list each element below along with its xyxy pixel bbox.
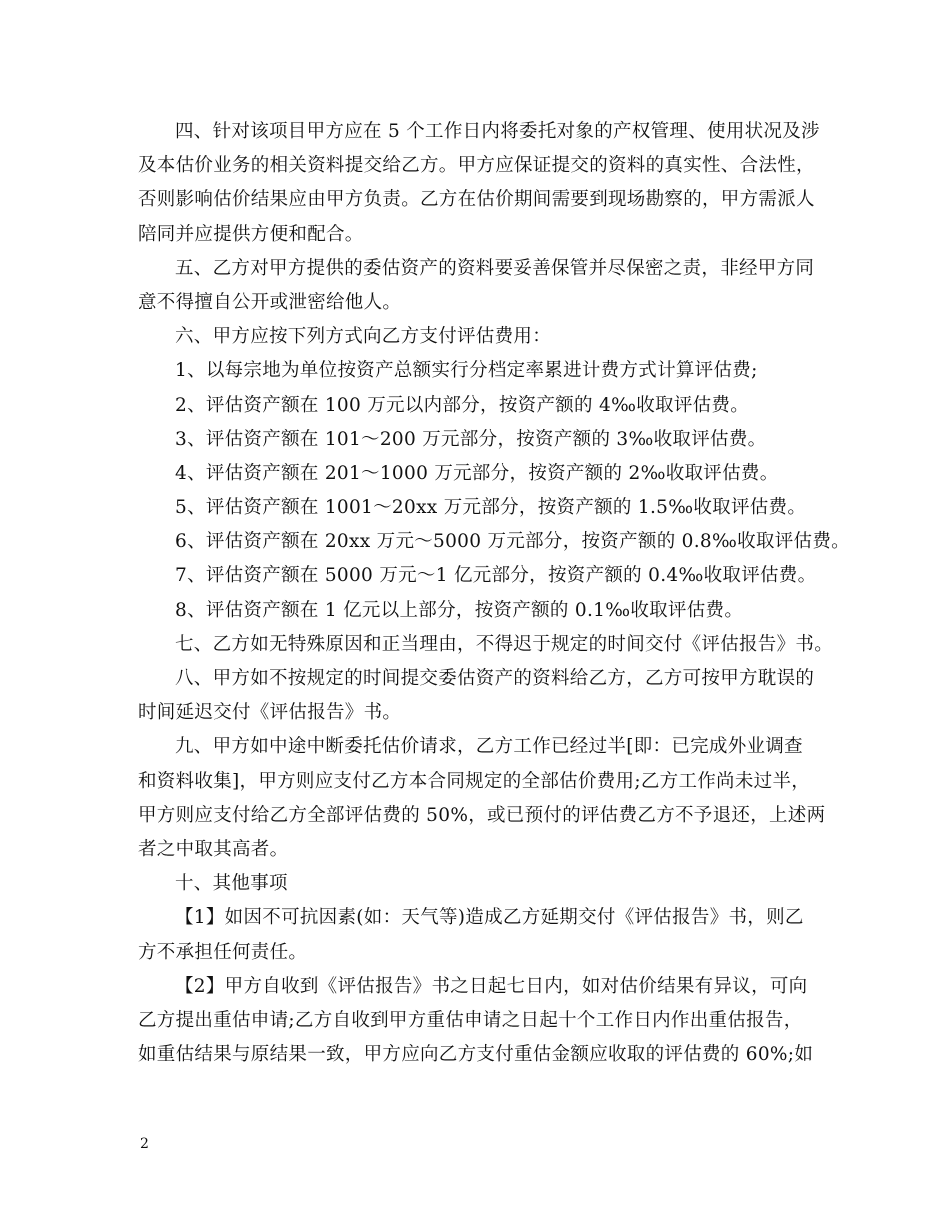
text-line: 陪同并应提供方便和配合。	[138, 223, 364, 245]
text-line: 十、其他事项	[175, 873, 288, 895]
text-line: 3、评估资产额在 101～200 万元部分，按资产额的 3‰收取评估费。	[175, 428, 767, 450]
text-line: 四、针对该项目甲方应在 5 个工作日内将委托对象的产权管理、使用状况及涉	[175, 121, 820, 142]
text-line: 2、评估资产额在 100 万元以内部分，按资产额的 4‰收取评估费。	[175, 394, 750, 416]
text-line: 意不得擅自公开或泄密给他人。	[138, 291, 402, 313]
text-line: 九、甲方如中途中断委托估价请求，乙方工作已经过半[即：已完成外业调查	[175, 736, 803, 758]
text-line: 时间延迟交付《评估报告》书。	[138, 702, 402, 724]
text-line: 如重估结果与原结果一致，甲方应向乙方支付重估金额应收取的评估费的 60%;如	[138, 1044, 814, 1066]
text-line: 八、甲方如不按规定的时间提交委估资产的资料给乙方，乙方可按甲方耽误的	[175, 668, 815, 689]
text-line: 4、评估资产额在 201～1000 万元部分，按资产额的 2‰收取评估费。	[175, 462, 779, 484]
text-line: 1、以每宗地为单位按资产总额实行分档定率累进计费方式计算评估费;	[175, 360, 758, 382]
text-line: 5、评估资产额在 1001～20xx 万元部分，按资产额的 1.5‰收取评估费。	[175, 497, 807, 519]
text-line: 乙方提出重估申请;乙方自收到甲方重估申请之日起十个工作日内作出重估报告，	[138, 1009, 803, 1031]
text-line: 方不承担任何责任。	[138, 941, 308, 963]
text-line: 【2】甲方自收到《评估报告》书之日起七日内，如对估价结果有异议，可向	[175, 975, 808, 997]
text-line: 甲方则应支付给乙方全部评估费的 50%，或已预付的评估费乙方不予退还，上述两	[138, 804, 826, 826]
text-line: 8、评估资产额在 1 亿元以上部分，按资产额的 0.1‰收取评估费。	[175, 599, 744, 621]
text-line: 六、甲方应按下列方式向乙方支付评估费用：	[175, 326, 552, 348]
text-line: 6、评估资产额在 20xx 万元～5000 万元部分，按资产额的 0.8‰收取评估费。	[175, 531, 850, 553]
text-line: 否则影响估价结果应由甲方负责。乙方在估价期间需要到现场勘察的，甲方需派人	[138, 189, 815, 211]
document-body	[138, 115, 850, 1072]
text-line: 7、评估资产额在 5000 万元～1 亿元部分，按资产额的 0.4‰收取评估费。	[175, 565, 817, 587]
text-line: 和资料收集]，甲方则应支付乙方本合同规定的全部估价费用;乙方工作尚未过半，	[138, 770, 811, 792]
text-line: 七、乙方如无特殊原因和正当理由，不得迟于规定的时间交付《评估报告》书。	[175, 633, 834, 655]
text-line: 【1】如因不可抗因素(如：天气等)造成乙方延期交付《评估报告》书，则乙	[175, 907, 804, 929]
text-line: 者之中取其高者。	[138, 838, 289, 860]
text-line: 五、乙方对甲方提供的委估资产的资料要妥善保管并尽保密之责，非经甲方同	[175, 257, 815, 279]
text-line: 及本估价业务的相关资料提交给乙方。甲方应保证提交的资料的真实性、合法性，	[138, 155, 815, 177]
page-number: 2	[140, 1136, 149, 1152]
